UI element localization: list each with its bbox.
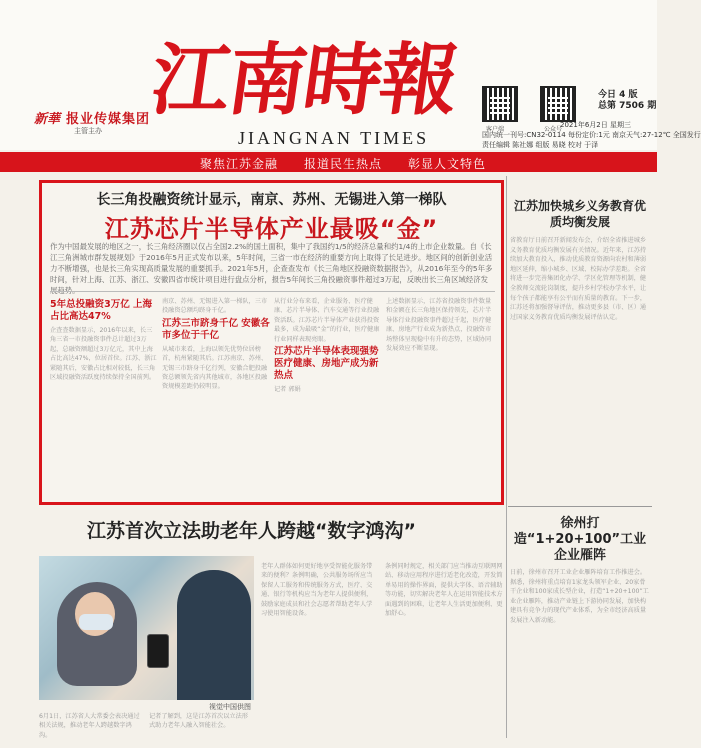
qr-code-icon[interactable]	[482, 86, 518, 122]
side-headline-education[interactable]: 江苏加快城乡义务教育优质均衡发展	[513, 199, 646, 229]
newspaper-title: 江南時報	[145, 35, 463, 126]
lead-story[interactable]	[39, 180, 504, 505]
lead-headline[interactable]: 江苏芯片半导体产业最吸“金”	[104, 215, 439, 243]
group-mark: 新華	[34, 112, 61, 127]
divider	[50, 291, 495, 292]
group-name: 报业传媒集团	[66, 112, 151, 127]
elderly-column-0: 6月1日，江苏省人大常委会表决通过相关法规，推动老年人跨越数字鸿沟。	[39, 713, 140, 739]
lead-intro: 作为中国最发展的地区之一，长三角经济圈以仅占全国2.2%的国土面积，集中了我国约1/5的经济总量和约1/4的上市企业数量。自《长江三角洲城市群发展规划》于2016年5月正式发布以来，5年时间，三省一市在经济的重要方向上取得了长足进步。地区间的创新创业活力不断增强，也是长三角实现高质量发展的重要抓手。2021年5月，企查查发布《长三角地区投融资数据报告》，从2016年至今的5年多时间，针对上海、江苏、浙江、安徽四省市统计项目进行盘点分析，报告5年间长三角投融资事件超过3万起，反映出长三角区域经济发展趋势。	[50, 242, 493, 295]
slogan-bar	[0, 152, 657, 172]
divider	[508, 506, 652, 507]
issue-info	[598, 90, 656, 113]
group-logo	[34, 108, 151, 135]
story-photo	[39, 556, 254, 700]
qr-caption-wechat: 公众号	[544, 126, 563, 133]
photo-credit: 视觉中国供图	[209, 703, 251, 711]
qr-code-icon[interactable]	[540, 86, 576, 122]
slogan-1: 聚焦江苏金融	[200, 157, 279, 171]
issue-total: 总第 7506 期	[598, 101, 657, 112]
elderly-column-1: 老年人群体如何更好地享受智能化服务带来的便利？条例明确，公共服务场所应当保留人工服务和传统服务方式，医疗、交通、银行等机构应当为老年人提供便利，鼓励家庭成员和社会志愿者帮助老年人学习使用智能设备。	[261, 563, 373, 618]
lead-column-3: 从行业分布来看，企业服务、医疗健康、芯片半导体、汽车交通等行业投融资活跃。江苏芯片半导体产业获得投资最多，成为最吸“金”的行业，医疗健康行业同样表现亮眼。 江苏芯片半导体表现强势 医疗健康、房地产成为新热点 记者 郭娟	[274, 297, 382, 394]
side-headline-xuzhou[interactable]: 徐州打造“1+20+100”工业企业雁阵	[513, 516, 647, 563]
editor-line: 责任编辑 陈社娜 组版 易晓 校对 于泽	[482, 141, 599, 149]
side-body-xuzhou: 日前，徐州市召开工业企业雁阵培育工作推进会。据悉，徐州将重点培育1家龙头领军企业、20家骨干企业和100家成长型企业，打造“1+20+100”工业企业雁阵，推动产业链上下游协同发展，加快构建具有竞争力的现代产业体系，为全市经济高质量发展注入新动能。	[510, 569, 649, 624]
elderly-headline[interactable]: 江苏首次立法助老年人跨越“数字鸿沟”	[87, 520, 416, 542]
side-body-education: 省教育厅日前召开新闻发布会，介绍全省推进城乡义务教育优质均衡发展有关情况。近年来，江苏持续加大教育投入，推动优质教育资源向农村和薄弱地区延伸，缩小城乡、区域、校际办学差距。全省将进一步完善集团化办学、学区化管理等机制，健全教师交流轮岗制度，提升乡村学校办学水平，让每个孩子都能享有公平而有质量的教育。下一步，江苏还将加强督导评估，推动更多县（市、区）通过国家义务教育优质均衡发展评估认定。	[510, 237, 647, 321]
issue-date: 2021年6月2日 星期三	[560, 121, 631, 129]
qr-caption-app: 客户端	[486, 126, 505, 133]
masthead	[0, 0, 701, 150]
slogan-3: 彰显人文特色	[408, 157, 487, 171]
issue-today: 今日 4 版	[598, 90, 638, 100]
side-story-education[interactable]	[510, 180, 650, 510]
lead-subhead-3: 江苏芯片半导体表现强势 医疗健康、房地产成为新热点	[274, 346, 379, 382]
lead-subhead-1: 5年总投融资3万亿 上海占比高达47%	[50, 299, 153, 322]
photo-mask	[79, 614, 113, 630]
photo-helper	[177, 570, 251, 700]
lead-byline: 记者 郭娟	[274, 386, 301, 394]
lead-column-4: 上述数据显示，江苏省投融资事件数量和金额在长三角地区保持领先，芯片半导体行业投融资事件超过千起，医疗健康、房地产行业成为新热点，投融资市场整体呈现稳中有升的态势，区域协同发展效应不断显现。	[386, 298, 492, 353]
slogan-2: 报道民生热点	[304, 157, 383, 171]
group-sub: 主管主办	[74, 127, 102, 135]
photo-phone	[147, 634, 169, 668]
lead-column-2: 南京、苏州、无锡进入第一梯队，三市投融资总额均跻身千亿。 江苏三市跻身千亿 安徽各市多位于千亿 从城市来看，上海以领先优势位居榜首，杭州紧随其后。江苏南京、苏州、无锡三市跻身千亿行列，安徽合肥投融资总额领先省内其他城市，各地区投融资规模差距仍较明显。	[162, 298, 270, 391]
cn-number: 国内统一刊号:CN32-0114 每份定价:1元 南京天气:27-12℃ 全国发行	[482, 131, 701, 139]
lead-subhead-2: 江苏三市跻身千亿 安徽各市多位于千亿	[162, 317, 270, 341]
newspaper-title-en: JIANGNAN TIMES	[238, 128, 430, 148]
elderly-column-2: 条例同时规定，相关部门应当推动互联网网站、移动应用程序进行适老化改造，开发简单易用的操作界面，提供大字体、语音辅助等功能，切实解决老年人在运用智能技术方面遇到的困难，让老年人生活更加便利、更加舒心。	[385, 563, 503, 618]
side-story-xuzhou[interactable]	[510, 516, 650, 738]
elderly-story[interactable]	[39, 512, 504, 738]
lead-kicker: 长三角投融资统计显示，南京、苏州、无锡进入第一梯队	[96, 192, 447, 208]
divider	[506, 176, 507, 738]
elderly-column-0b: 记者了解到，这是江苏首次以立法形式助力老年人融入智能社会。	[149, 713, 248, 730]
lead-column-1: 5年总投融资3万亿 上海占比高达47% 企查查数据显示，2016年以来，长三角三省一市投融资事件总计超过3万起，总融资额超过3万亿元，其中上海占比高达47%，位居首位。江苏、浙江紧随其后，安徽占比相对较低，长三角区域投融资活跃度持续保持全国前列。	[50, 299, 157, 382]
